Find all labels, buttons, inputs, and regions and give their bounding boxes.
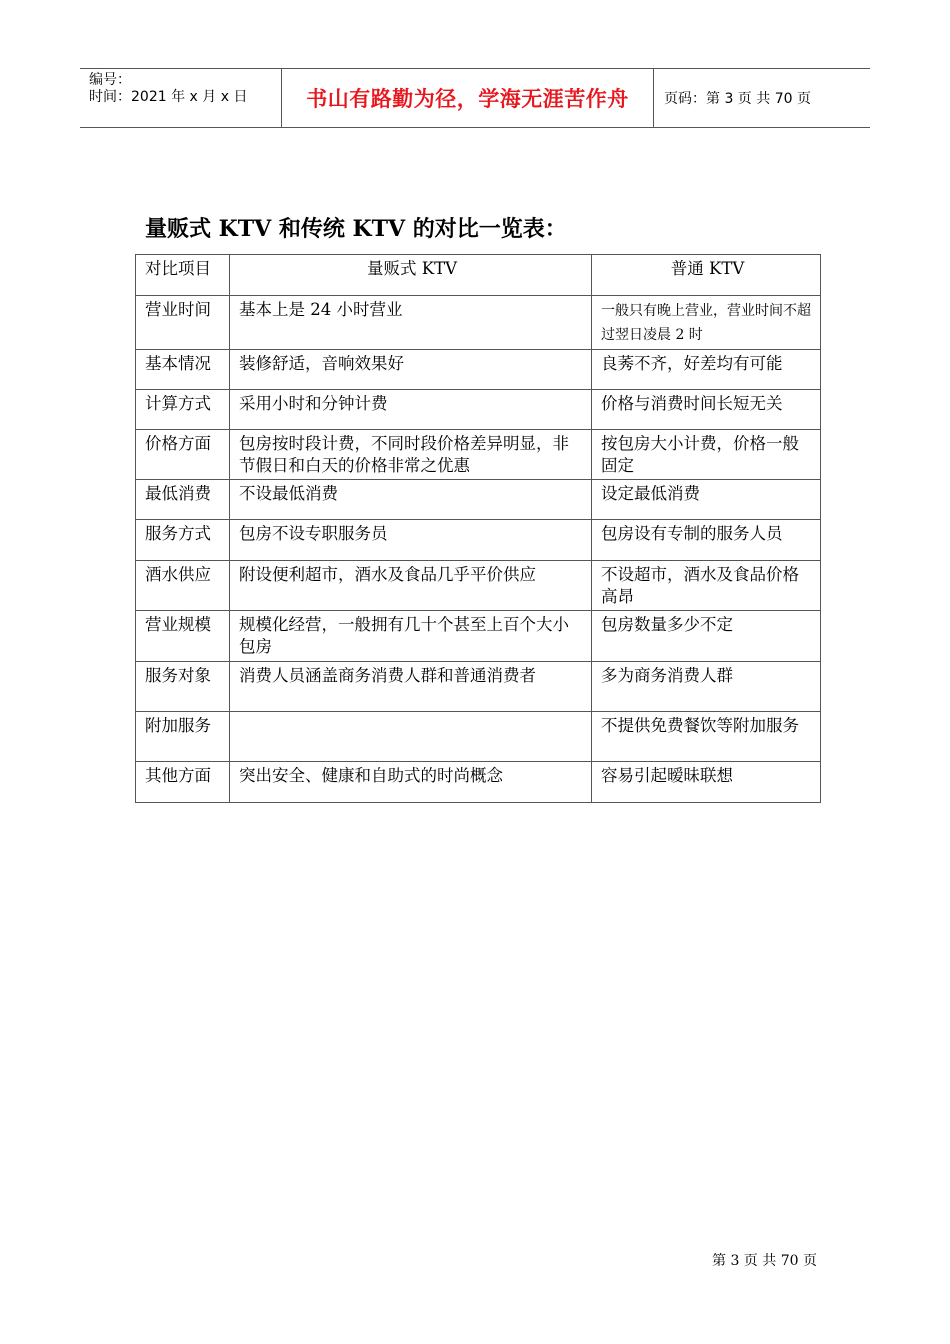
table-row (136, 430, 821, 480)
row-regular-ktv: 包房数量多少不定 (592, 611, 821, 662)
row-volume-ktv: 附设便利超市，酒水及食品几乎平价供应 (230, 561, 592, 611)
row-item: 服务对象 (136, 662, 230, 712)
row-regular-ktv: 不设超市，酒水及食品价格高昂 (592, 561, 821, 611)
table-row (136, 662, 821, 712)
header-page-info: 页码：第 3 页 共 70 页 (664, 91, 811, 107)
row-volume-ktv: 采用小时和分钟计费 (230, 390, 592, 430)
row-item: 服务方式 (136, 520, 230, 561)
table-row (136, 561, 821, 611)
row-item: 附加服务 (136, 712, 230, 762)
row-regular-ktv: 不提供免费餐饮等附加服务 (592, 712, 821, 762)
document-date: 时间：2021 年 x 月 x 日 (89, 89, 248, 105)
row-item: 酒水供应 (136, 561, 230, 611)
row-regular-ktv: 设定最低消费 (592, 480, 821, 520)
row-item: 基本情况 (136, 350, 230, 390)
row-regular-ktv: 一般只有晚上营业，营业时间不超过翌日凌晨 2 时 (592, 296, 821, 350)
row-regular-ktv: 良莠不齐，好差均有可能 (592, 350, 821, 390)
row-volume-ktv: 不设最低消费 (230, 480, 592, 520)
table-row (136, 520, 821, 561)
comparison-table (135, 254, 821, 803)
document-title: 量贩式 KTV 和传统 KTV 的对比一览表： (145, 216, 567, 242)
header-meta (80, 69, 281, 127)
row-regular-ktv: 价格与消费时间长短无关 (592, 390, 821, 430)
table-row (136, 762, 821, 803)
row-regular-ktv: 按包房大小计费，价格一般固定 (592, 430, 821, 480)
row-volume-ktv: 规模化经营，一般拥有几十个甚至上百个大小包房 (230, 611, 592, 662)
table-row (136, 712, 821, 762)
header-cell-regular-ktv: 普通 KTV (592, 255, 821, 296)
row-volume-ktv: 包房按时段计费，不同时段价格差异明显，非节假日和白天的价格非常之优惠 (230, 430, 592, 480)
table-header-row (136, 255, 821, 296)
table-row (136, 296, 821, 350)
row-volume-ktv: 基本上是 24 小时营业 (230, 296, 592, 350)
row-volume-ktv: 消费人员涵盖商务消费人群和普通消费者 (230, 662, 592, 712)
page-footer: 第 3 页 共 70 页 (712, 1253, 817, 1269)
row-volume-ktv: 包房不设专职服务员 (230, 520, 592, 561)
document-number-label: 编号： (89, 72, 131, 88)
row-regular-ktv: 多为商务消费人群 (592, 662, 821, 712)
header-cell-volume-ktv: 量贩式 KTV (230, 255, 592, 296)
row-regular-ktv: 包房设有专制的服务人员 (592, 520, 821, 561)
table-row (136, 480, 821, 520)
row-item: 计算方式 (136, 390, 230, 430)
header-motto: 书山有路勤为径，学海无涯苦作舟 (281, 69, 654, 127)
row-item: 最低消费 (136, 480, 230, 520)
header-cell-item: 对比项目 (136, 255, 230, 296)
row-item: 价格方面 (136, 430, 230, 480)
page-header (80, 68, 870, 128)
table-row (136, 350, 821, 390)
row-item: 营业时间 (136, 296, 230, 350)
row-volume-ktv: 突出安全、健康和自助式的时尚概念 (230, 762, 592, 803)
row-regular-ktv: 容易引起暧昧联想 (592, 762, 821, 803)
row-item: 其他方面 (136, 762, 230, 803)
row-item: 营业规模 (136, 611, 230, 662)
row-volume-ktv: 装修舒适，音响效果好 (230, 350, 592, 390)
table-row (136, 390, 821, 430)
row-volume-ktv (230, 712, 592, 762)
table-row (136, 611, 821, 662)
